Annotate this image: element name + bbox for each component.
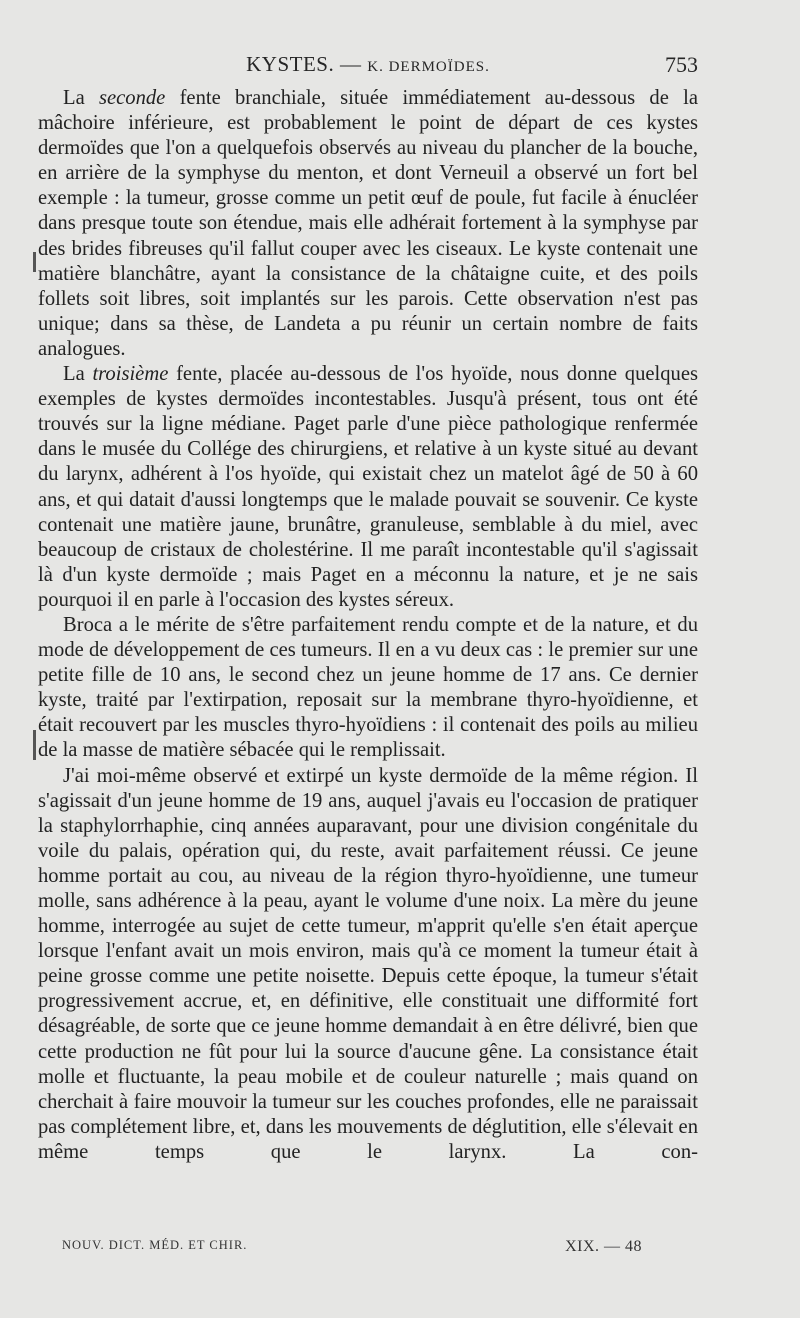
paragraph-broca: Broca a le mérite de s'être parfaitement rendu compte et de la nature, et du mode de développement de ces tumeurs. Il en a vu deux cas : le premier sur une petite fille de 10 ans, le second chez un jeune homme de 17 ans. Ce dernier kyste, traité par l'extirpation, reposait sur la membrane thyro-hyoïdienne, et était recouvert par les muscles thyro-hyoïdiens : il contenait des poils au milieu de la masse de matière sébacée qui le remplissait. — [38, 613, 698, 762]
margin-mark — [33, 730, 36, 760]
emphasized-word: troisième — [92, 363, 169, 386]
signature-mark: XIX. — 48 — [565, 1238, 642, 1255]
paragraph-seconde-fente: La seconde fente branchiale, située immédiatement au-dessous de la mâchoire inférieure, est probablement le point de départ de ces kystes dermoïdes que l'on a quelquefois observés au niveau du plancher de la bouche, en arrière de la symphyse du menton, et dont Verneuil a observé un fort bel exemple : la tumeur, grosse comme un petit œuf de poule, fut facile à énucléer dans presque toute son étendue, mais elle adhérait fortement à la symphyse par des brides fibreuses qu'il fallut couper avec les ciseaux. Le kyste contenait une matière blanchâtre, ayant la consistance de la châtaigne cuite, et des poils follets soit libres, soit implantés sur les parois. Cette observation n'est pas unique; dans sa thèse, de Landeta a pu réunir un certain nombre de faits analogues. — [38, 87, 698, 360]
page-number: 753 — [665, 52, 698, 77]
emphasized-word: seconde — [98, 87, 166, 109]
margin-mark — [33, 252, 36, 272]
body-text — [38, 86, 698, 1165]
paragraph-observation-personnelle: J'ai moi-même observé et extirpé un kyste dermoïde de la même région. Il s'agissait d'un jeune homme de 19 ans, auquel j'avais eu l'occasion de pratiquer la staphylorrhaphie, cinq années auparavant, pour une division congénitale du voile du palais, opération qui, du reste, avait parfaitement réussi. Ce jeune homme portait au cou, au niveau de la région thyro-hyoïdienne, une tumeur molle, sans adhérence à la peau, ayant le volume d'une noix. La mère du jeune homme, interrogée au sujet de cette tumeur, m'apprit qu'elle s'en était aperçue lorsque l'enfant avait un mois environ, mais qu'à ce moment la tumeur était à peine grosse comme une petite noisette. Depuis cette époque, la tumeur s'était progressivement accrue, et, en définitive, elle constituait une difformité fort désagréable, de sorte que ce jeune homme demandait à en être délivré, bien que cette production ne fût pour lui la source d'aucune gêne. La consistance était molle et fluctuante, la peau mobile et de couleur naturelle ; mais quand on cherchait à faire mouvoir la tumeur sur les couches profondes, elle ne paraissait pas complétement libre, et, dans les mouvements de déglutition, elle s'élevait en même temps que le larynx. La con- — [38, 764, 698, 1163]
running-header — [38, 52, 698, 82]
paragraph-troisieme-fente: La troisième fente, placée au-dessous de l'os hyoïde, nous donne quelques exemples de kystes dermoïdes incontestables. Jusqu'à présent, tous ont été trouvés sur la ligne médiane. Paget parle d'une pièce pathologique renfermée dans le musée du Collége des chirurgiens, et relative à un kyste situé au devant du larynx, adhérent à l'os hyoïde, qui existait chez un matelot âgé de 50 à 60 ans, et qui datait d'aussi longtemps que le malade pouvait se souvenir. Ce kyste contenait une matière jaune, brunâtre, granuleuse, semblable à du miel, avec beaucoup de cristaux de cholestérine. Il me paraît incontestable qu'il s'agissait là d'un kyste dermoïde ; mais Paget en a méconnu la nature, et je ne sais pourquoi il en parle à l'occasion des kystes séreux. — [38, 363, 698, 611]
running-title-main: KYSTES. — — [246, 52, 368, 76]
collection-title: NOUV. DICT. MÉD. ET CHIR. — [62, 1238, 248, 1252]
running-title — [38, 52, 698, 77]
running-title-sub: K. DERMOÏDES. — [367, 59, 490, 75]
page-footer — [62, 1238, 642, 1258]
